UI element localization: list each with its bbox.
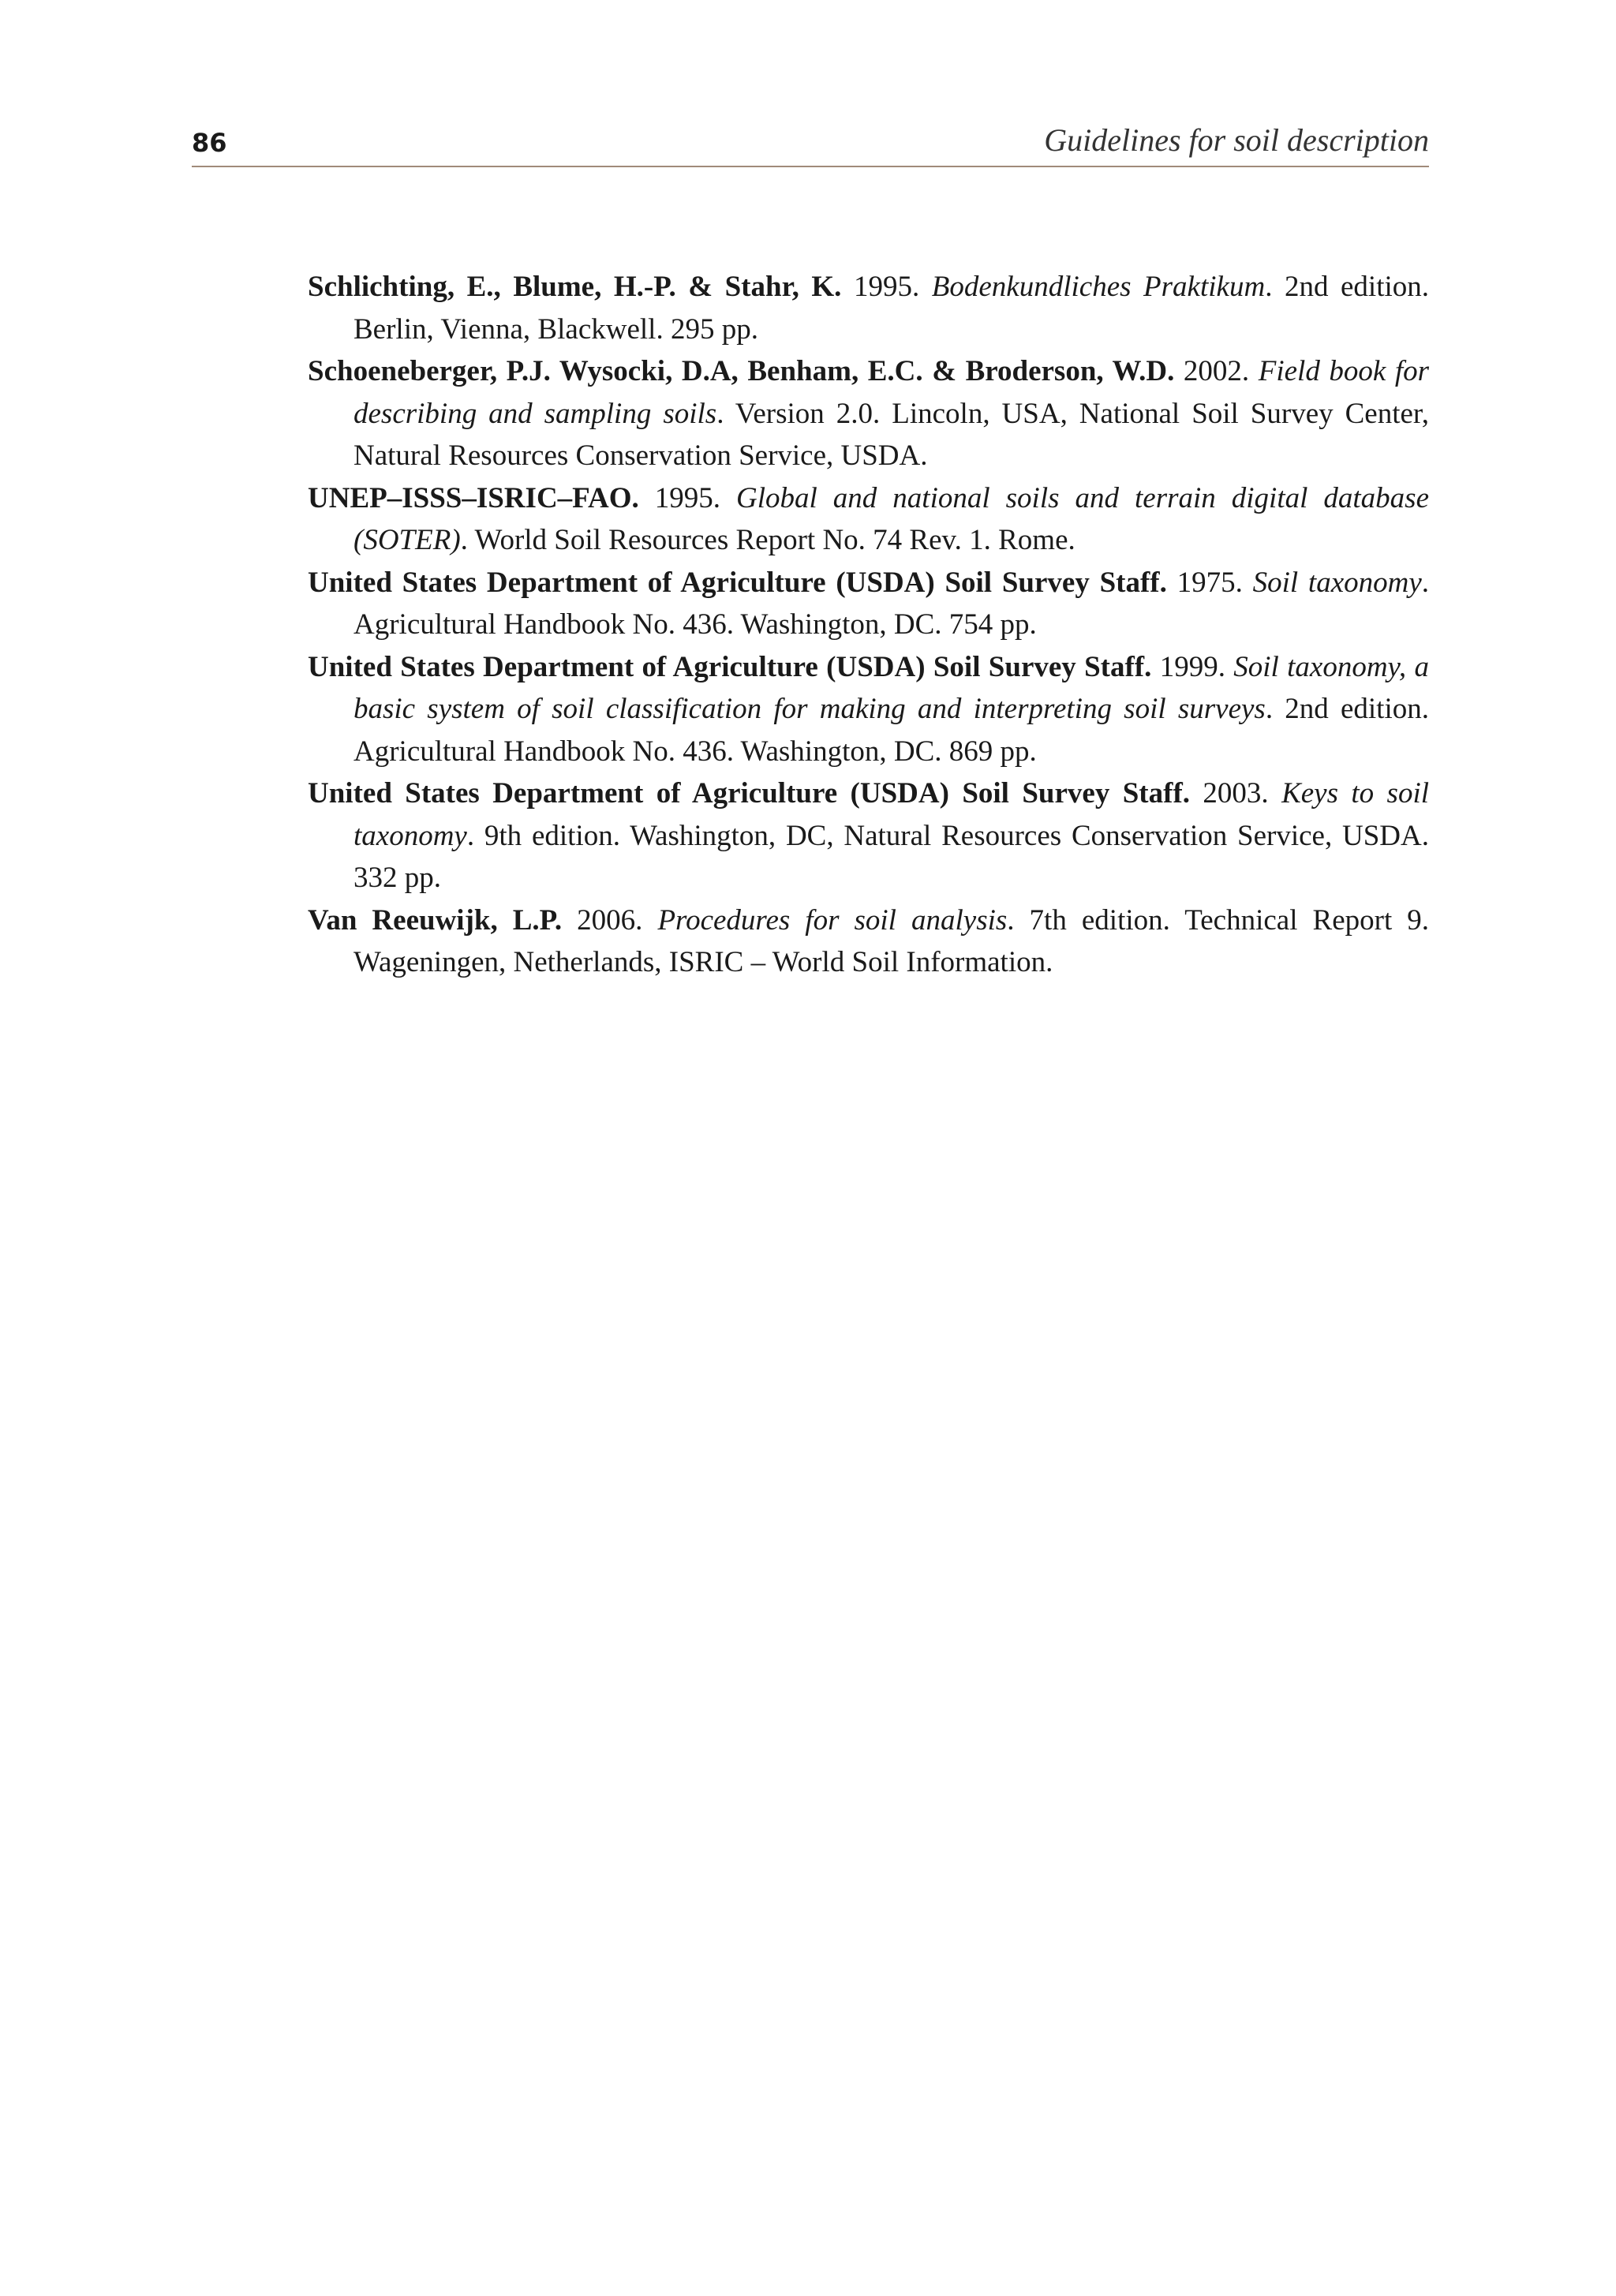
reference-authors: Van Reeuwijk, L.P.: [308, 903, 563, 937]
reference-year: 1995.: [853, 271, 920, 303]
reference-authors: Schlichting, E., Blume, H.-P. & Stahr, K.: [308, 271, 842, 303]
reference-details: . 7th edition. Technical Report 9. Wageningen, Netherlands, ISRIC – World Soil Information.: [354, 903, 1430, 978]
reference-authors: Schoeneberger, P.J. Wysocki, D.A, Benham, E.C. & Broderson, W.D.: [308, 355, 1175, 387]
reference-title: Bodenkundliches Praktikum: [931, 271, 1266, 303]
reference-entry: [308, 899, 1429, 984]
reference-year: 2003.: [1203, 777, 1269, 810]
reference-authors: United States Department of Agriculture (USDA) Soil Survey Staff.: [308, 650, 1152, 683]
reference-details: . 2nd edition. Berlin, Vienna, Blackwell. 295 pp.: [354, 271, 1430, 346]
reference-entry: [308, 646, 1429, 773]
reference-title: Procedures for soil analysis: [657, 903, 1008, 937]
reference-authors: United States Department of Agriculture (USDA) Soil Survey Staff.: [308, 777, 1191, 810]
reference-authors: UNEP–ISSS–ISRIC–FAO.: [308, 481, 639, 514]
reference-entry: [308, 266, 1429, 350]
page-number: 86: [192, 128, 227, 158]
reference-authors: United States Department of Agriculture (USDA) Soil Survey Staff.: [308, 566, 1167, 599]
reference-entry: [308, 477, 1429, 562]
reference-title: Field book for describing and sampling soils: [354, 355, 1430, 430]
reference-year: 2006.: [577, 903, 643, 937]
reference-details: . World Soil Resources Report No. 74 Rev. 1. Rome.: [460, 524, 1075, 556]
running-title: Guidelines for soil description: [1044, 122, 1429, 158]
reference-list: [308, 266, 1429, 984]
reference-title: Global and national soils and terrain digital database (SOTER): [354, 481, 1429, 556]
reference-entry: [308, 772, 1429, 899]
reference-year: 1999.: [1159, 650, 1225, 683]
reference-year: 1995.: [654, 481, 721, 514]
reference-details: . Version 2.0. Lincoln, USA, National Soil Survey Center, Natural Resources Conservation Service, USDA.: [354, 397, 1429, 472]
reference-title: Keys to soil taxonomy: [354, 777, 1429, 852]
reference-entry: [308, 350, 1429, 477]
reference-year: 2002.: [1183, 355, 1250, 387]
reference-entry: [308, 562, 1429, 646]
page-header: [192, 117, 1429, 167]
reference-details: . Agricultural Handbook No. 436. Washington, DC. 754 pp.: [354, 566, 1430, 641]
reference-details: . 2nd edition. Agricultural Handbook No. 436. Washington, DC. 869 pp.: [354, 693, 1429, 768]
reference-year: 1975.: [1176, 566, 1243, 599]
reference-title: Soil taxonomy: [1252, 566, 1422, 599]
reference-details: . 9th edition. Washington, DC, Natural Resources Conservation Service, USDA. 332 pp.: [354, 819, 1429, 894]
reference-title: Soil taxonomy, a basic system of soil classification for making and interpreting soil surveys: [354, 650, 1429, 725]
